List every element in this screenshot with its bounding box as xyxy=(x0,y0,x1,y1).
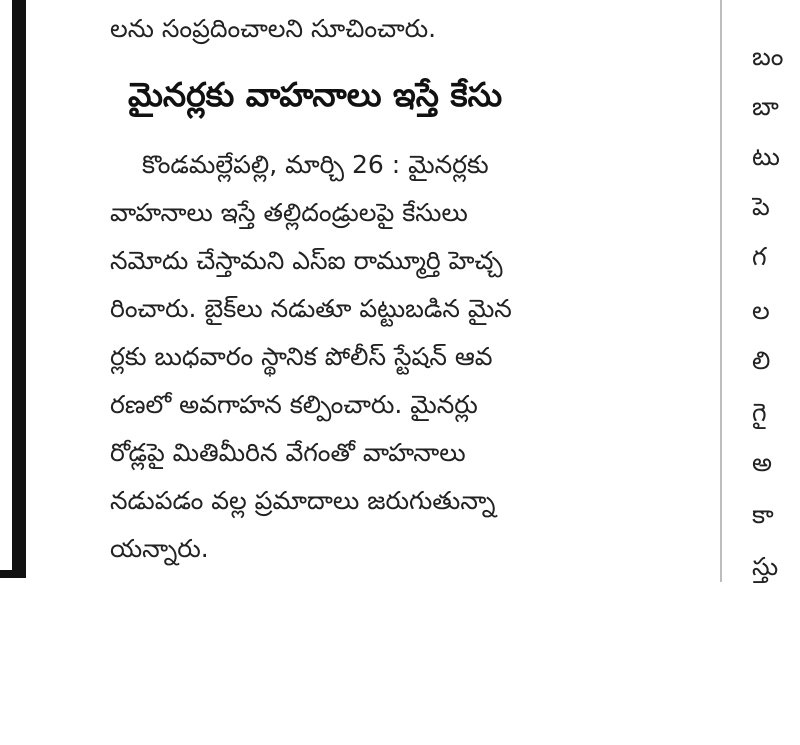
article-body-line: యన్నారు. xyxy=(110,534,209,563)
right-column-text: లి xyxy=(752,346,771,375)
right-column-text: కా xyxy=(752,500,774,529)
left-column-edge xyxy=(0,0,12,570)
right-column-text: ల xyxy=(752,296,770,325)
right-column-text: స్తు xyxy=(752,552,779,581)
article-body-line: నమోదు చేస్తామని ఎస్‌ఐ రామ్మూర్తి హెచ్చ xyxy=(110,246,503,275)
right-column-text: అ xyxy=(752,448,773,477)
adjacent-column-fragment xyxy=(752,0,800,640)
article-body-line: వాహనాలు ఇస్తే తల్లిదండ్రులపై కేసులు xyxy=(110,198,468,227)
column-divider xyxy=(720,0,722,582)
right-column-text: బా xyxy=(752,92,779,121)
article-body-line: రోడ్లపై మితిమీరిన వేగంతో వాహనాలు xyxy=(110,438,466,467)
article-body-line: రించారు. బైక్‌లు నడుతూ పట్టుబడిన మైన xyxy=(110,294,512,323)
right-column-text: బం xyxy=(752,42,784,71)
right-column-text: గై xyxy=(752,398,767,427)
right-column-text: టు xyxy=(752,142,780,171)
previous-article-tail: లను సంప్రదించాలని సూచించారు. xyxy=(110,14,437,43)
article-headline: మైనర్లకు వాహనాలు ఇస్తే కేసు xyxy=(128,75,503,114)
article-body-line: ర్లకు బుధవారం స్థానిక పోలీస్ స్టేషన్ ఆవ xyxy=(110,342,493,371)
article-body-line: నడుపడం వల్ల ప్రమాదాలు జరుగుతున్నా xyxy=(110,486,496,515)
article-body-line: కొండమల్లేపల్లి, మార్చి 26 : మైనర్లకు xyxy=(142,150,489,179)
article-body-line: రణలో అవగాహన కల్పించారు. మైనర్లు xyxy=(110,390,478,419)
right-column-text: గ xyxy=(752,242,767,271)
right-column-text: పె xyxy=(752,192,770,221)
left-column-border xyxy=(0,0,26,578)
